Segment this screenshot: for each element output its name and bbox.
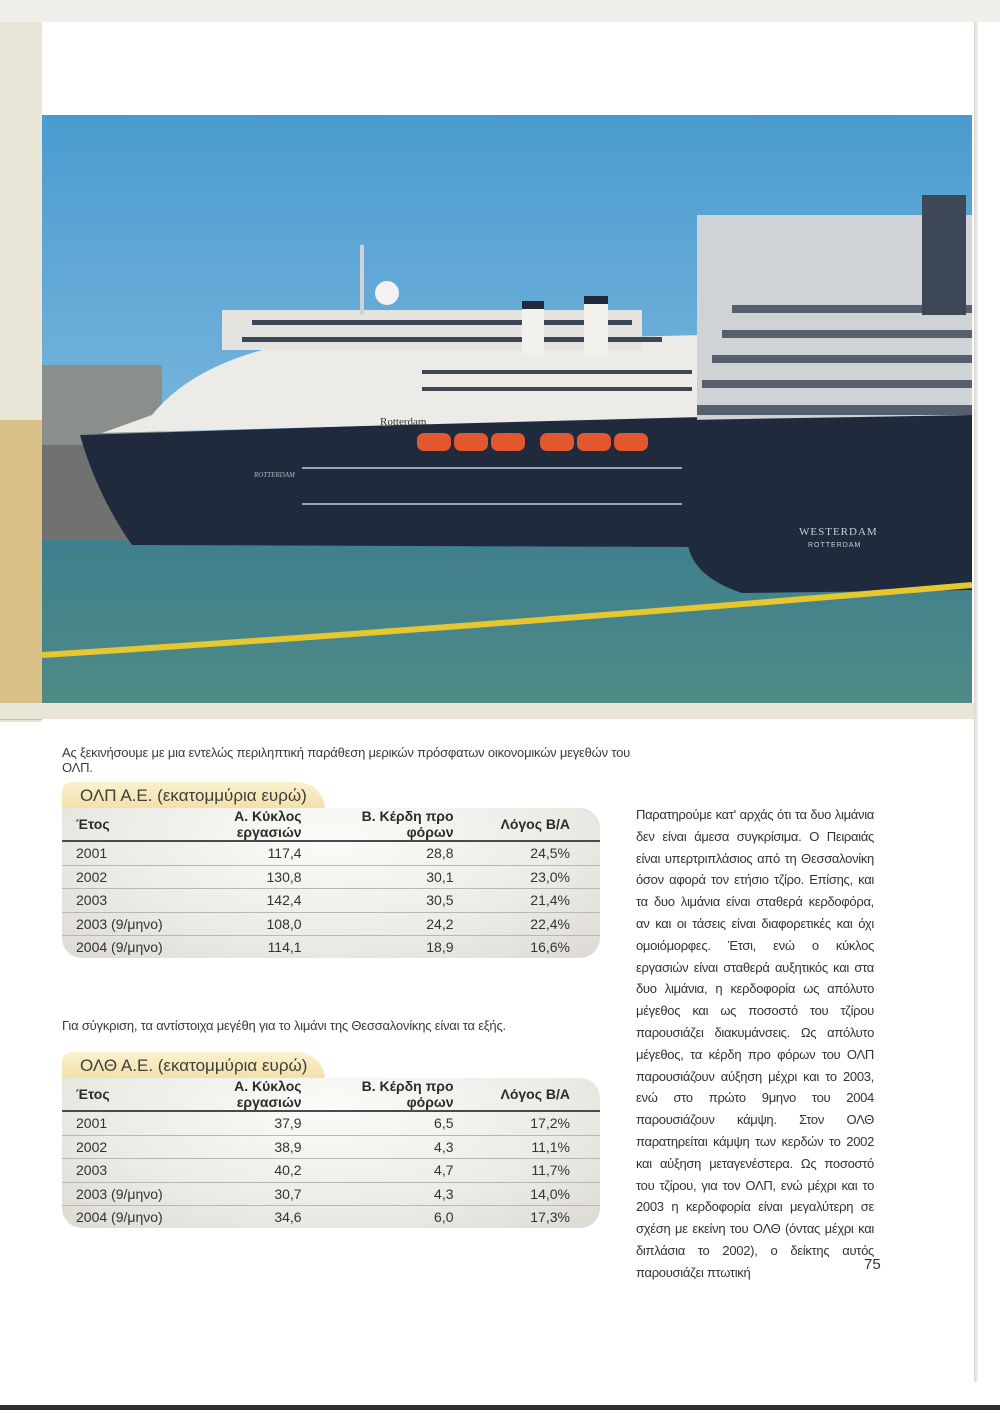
cell-profit: 4,7 (308, 1159, 460, 1183)
photo-lower-band (0, 703, 974, 719)
cell-year: 2001 (62, 841, 187, 865)
cell-turnover: 114,1 (267, 939, 302, 956)
cell-ratio: 14,0% (460, 1182, 600, 1206)
cell-year: 2002 (62, 1135, 187, 1159)
cell-turnover: 40,2 (187, 1159, 308, 1183)
cell-year: 2003 (9/μηνο) (62, 912, 187, 936)
cell-profit: 18,9 (426, 939, 454, 956)
cell-year: 2003 (62, 1159, 187, 1183)
cell-year: 2001 (62, 1111, 187, 1135)
header-turnover: Α. Κύκλος εργασιών (187, 808, 308, 841)
cell-turnover: 38,9 (187, 1135, 308, 1159)
table-header-row (62, 808, 600, 841)
table-row (62, 912, 600, 936)
table-row (62, 1111, 600, 1135)
olth-table-panel (62, 1078, 600, 1228)
cell-ratio: 16,6% (530, 939, 570, 956)
cell-year: 2004 (9/μηνο) (76, 939, 163, 956)
table-row (62, 1135, 600, 1159)
cell-profit: 6,0 (434, 1209, 454, 1226)
header-ratio: Λόγος Β/Α (460, 808, 600, 841)
intro-paragraph: Ας ξεκινήσουμε με μια εντελώς περιληπτική παράθεση μερικών πρόσφατων οικονομικών μεγεθών του ΟΛΠ. (62, 745, 631, 775)
scan-top-margin (0, 0, 1000, 22)
table-row (62, 1159, 600, 1183)
olp-table (62, 808, 600, 959)
olth-table-title: ΟΛΘ Α.Ε. (εκατομμύρια ευρώ) (62, 1052, 325, 1080)
cell-turnover: 30,7 (187, 1182, 308, 1206)
cell-turnover: 117,4 (187, 841, 308, 865)
cell-profit: 6,5 (308, 1111, 460, 1135)
header-year: Έτος (62, 808, 187, 841)
cell-ratio: 17,2% (460, 1111, 600, 1135)
cell-turnover: 142,4 (187, 889, 308, 913)
olth-table (62, 1078, 600, 1229)
ship1-funnel-2 (584, 300, 608, 355)
page-number: 75 (864, 1256, 881, 1273)
ship1-upper-deck (222, 310, 642, 350)
cell-year: 2003 (62, 889, 187, 913)
cell-profit: 28,8 (308, 841, 460, 865)
header-turnover: Α. Κύκλος εργασιών (187, 1078, 308, 1111)
cell-ratio: 23,0% (460, 865, 600, 889)
left-gold-band (0, 420, 42, 720)
ship1-name: Rotterdam (380, 416, 427, 428)
cell-ratio: 21,4% (460, 889, 600, 913)
cell-ratio: 11,7% (460, 1159, 600, 1183)
cell-year: 2002 (62, 865, 187, 889)
page-edge-shadow (974, 22, 978, 1382)
bottom-rule (0, 1405, 1000, 1410)
cell-profit: 4,3 (308, 1135, 460, 1159)
header-pretax-profit: Β. Κέρδη προ φόρων (308, 808, 460, 841)
header-pretax-profit: Β. Κέρδη προ φόρων (308, 1078, 460, 1111)
cell-profit: 24,2 (308, 912, 460, 936)
ship2-funnel (922, 195, 966, 315)
olth-table-block (62, 1052, 600, 1232)
ship1-mast (360, 245, 364, 315)
cruise-ships-illustration (42, 115, 972, 703)
cell-profit: 4,3 (308, 1182, 460, 1206)
comparison-paragraph: Για σύγκριση, τα αντίστοιχα μεγέθη για το λιμάνι της Θεσσαλονίκης είναι τα εξής. (62, 1018, 506, 1033)
table-row (62, 936, 600, 959)
olp-table-block (62, 782, 600, 962)
cell-turnover: 130,8 (187, 865, 308, 889)
ship2-name: WESTERDAM (799, 526, 878, 538)
ship1-funnel-1 (522, 305, 544, 355)
cell-year: 2004 (9/μηνο) (76, 1209, 163, 1226)
olp-table-title: ΟΛΠ Α.Ε. (εκατομμύρια ευρώ) (62, 782, 325, 810)
table-row (62, 865, 600, 889)
cell-year: 2003 (9/μηνο) (62, 1182, 187, 1206)
cell-ratio: 11,1% (460, 1135, 600, 1159)
header-year: Έτος (62, 1078, 187, 1111)
cell-profit: 30,1 (308, 865, 460, 889)
table-row (62, 841, 600, 865)
cell-ratio: 24,5% (460, 841, 600, 865)
olp-table-panel (62, 808, 600, 958)
cell-ratio: 17,3% (530, 1209, 570, 1226)
cell-profit: 30,5 (308, 889, 460, 913)
ship2-hull (687, 415, 972, 593)
header-ratio: Λόγος Β/Α (460, 1078, 600, 1111)
cell-turnover: 34,6 (274, 1209, 302, 1226)
analysis-column: Παρατηρούμε κατ' αρχάς ότι τα δυο λιμάνια δεν είναι άμεσα συγκρίσιμα. Ο Πειραιάς είναι υπερτριπλάσιος από τη Θεσσαλονίκη όσον αφορά τον ετήσιο τζίρο. Επίσης, και τα δυο λιμάνια είναι σταθερά κερδοφόρα, αν και οι τάσεις είναι διαφορετικές και όχι ομοιόμορφες. Έτσι, ενώ ο κύκλος εργασιών είναι σταθερά αυξητικός και στα δυο λιμάνια, η κερδοφορία ως απόλυτο μέγεθος και ως ποσοστό του τζίρου παρουσιάζει διακυμάνσεις. Ως απόλυτο μέγεθος, τα κέρδη προ φόρων του ΟΛΠ παρουσιάζουν αύξηση μέχρι και το 2003, ενώ στο πρώτο 9μηνο του 2004 παρουσιάζουν κάμψη. Στον ΟΛΘ παρατηρείται κάμψη των κερδών το 2002 και αύξηση μεταγενέστερα. Ως ποσοστό του τζίρου, για τον ΟΛΠ, ενώ μέχρι και το 2003 η κερδοφορία είναι μεγαλύτερη σε σχέση με εκείνη του ΟΛΘ (όντας μέχρι και διπλάσια το 2002), ο δείκτης αυτός παρουσιάζει πτωτική (636, 807, 874, 1280)
cruise-ships-photo (42, 115, 972, 703)
cell-turnover: 108,0 (187, 912, 308, 936)
table-row (62, 889, 600, 913)
cell-turnover: 37,9 (187, 1111, 308, 1135)
table-header-row (62, 1078, 600, 1111)
ship1-hull (80, 415, 702, 547)
radar-dome (375, 281, 399, 305)
cell-ratio: 22,4% (460, 912, 600, 936)
ship2-port: ROTTERDAM (808, 542, 862, 549)
table-row (62, 1206, 600, 1229)
table-row (62, 1182, 600, 1206)
ship1-hull-name: ROTTERDAM (254, 471, 295, 479)
